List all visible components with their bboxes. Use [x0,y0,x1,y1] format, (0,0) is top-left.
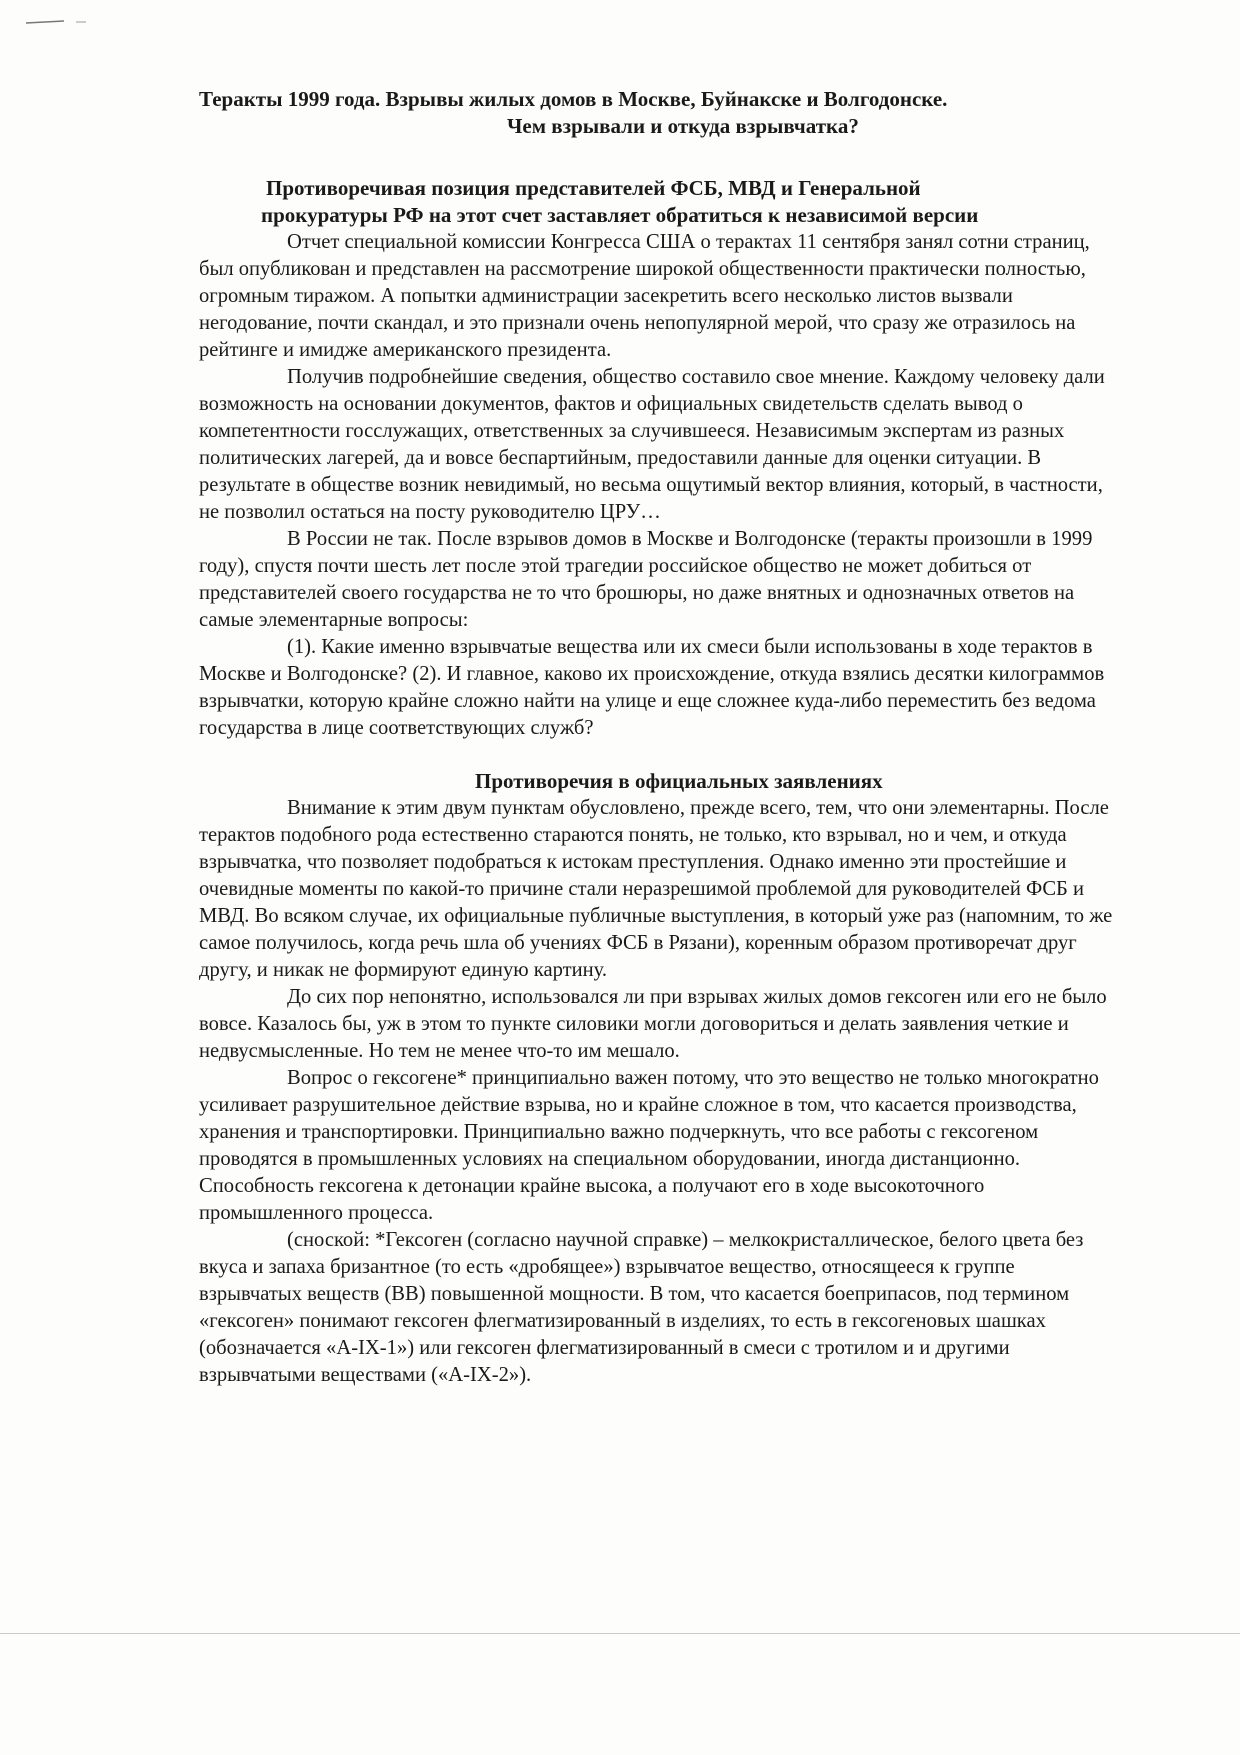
paragraph: До сих пор непонятно, использовался ли при взрывах жилых домов гексоген или его не было вовсе. Казалось бы, уж в этом то пункте силовики могли договориться и делать заявления четкие и недвусмысленные. Но тем не менее что-то им мешало. [199,986,1107,1062]
paragraph: В России не так. После взрывов домов в Москве и Волгодонске (теракты произошли в 1999 году), спустя почти шесть лет после этой трагедии российское общество не может добиться от представителей своего государства не то что брошюры, но даже внятных и однозначных ответов на самые элементарные вопросы: [199,528,1093,631]
paragraph: Получив подробнейшие сведения, общество составило свое мнение. Каждому человеку дали возможность на основании документов, фактов и официальных свидетельств сделать вывод о компетентности госслужащих, ответственных за случившееся. Независимым экспертам из разных политических лагерей, да и вовсе беспартийным, предоставили данные для оценки ситуации. В результате в обществе возник невидимый, но весьма ощутимый вектор влияния, который, в частности, не позволил остаться на посту руководителю ЦРУ… [199,366,1105,523]
document-body [199,86,1119,1389]
title-line-1: Теракты 1999 года. Взрывы жилых домов в Москве, Буйнакске и Волгодонске. [199,87,948,111]
paragraph: (1). Какие именно взрывчатые вещества или их смеси были использованы в ходе терактов в Москве и Волгодонске? (2). И главное, каково их происхождение, откуда взялись десятки килограммов взрывчатки, которую крайне сложно найти на улице и еще сложнее куда-либо переместить без ведома государства в лице соответствующих служб? [199,636,1105,739]
paragraph: Вопрос о гексогене* принципиально важен потому, что это вещество не только многократно усиливает разрушительное действие взрыва, но и крайне сложное в том, что касается производства, хранения и транспортировки. Принципиально важно подчеркнуть, что все работы с гексогеном проводятся в промышленных условиях на специальном оборудовании, иногда дистанционно. Способность гексогена к детонации крайне высока, а получают его в ходе высокоточного промышленного процесса. [199,1067,1099,1224]
paragraph: Внимание к этим двум пунктам обусловлено, прежде всего, тем, что они элементарны. После терактов подобного рода естественно стараются понять, не только, кто взрывал, но и чем, и откуда взрывчатка, что позволяет подобраться к истокам преступления. Однако именно эти простейшие и очевидные моменты по какой-то причине стали неразрешимой проблемой для руководителей ФСБ и МВД. Во всяком случае, их официальные публичные выступления, в который уже раз (напомним, то же самое получилось, когда речь шла об учениях ФСБ в Рязани), коренным образом противоречат друг другу, и никак не формируют единую картину. [199,797,1113,981]
scan-edge-line [0,1633,1240,1634]
document-subtitle [199,175,1119,229]
section-heading: Противоречия в официальных заявлениях [475,769,883,793]
subtitle-line-2: прокуратуры РФ на этот счет заставляет обратиться к независимой версии [261,203,979,227]
footnote-paragraph: (сноской: *Гексоген (согласно научной справке) – мелкокристаллическое, белого цвета без вкуса и запаха бризантное (то есть «дробящее») взрывчатое вещество, относящееся к группе взрывчатых веществ (ВВ) повышенной мощности. В том, что касается боеприпасов, под термином «гексоген» понимают гексоген флегматизированный в изделиях, то есть в гексогеновых шашках (обозначается «A-IX-1») или гексоген флегматизированный в смеси с тротилом и и другими взрывчатыми веществами («A-IX-2»). [199,1229,1084,1386]
document-title [199,86,1119,140]
subtitle-line-1: Противоречивая позиция представителей ФСБ, МВД и Генеральной [266,176,921,200]
scan-corner-mark [24,18,96,26]
title-line-2: Чем взрывали и откуда взрывчатка? [507,114,859,138]
paragraph: Отчет специальной комиссии Конгресса США о терактах 11 сентября занял сотни страниц, был опубликован и представлен на рассмотрение широкой общественности практически полностью, огромным тиражом. А попытки администрации засекретить всего несколько листов вызвали негодование, почти скандал, и это признали очень непопулярной мерой, что сразу же отразилось на рейтинге и имидже американского президента. [199,231,1090,361]
